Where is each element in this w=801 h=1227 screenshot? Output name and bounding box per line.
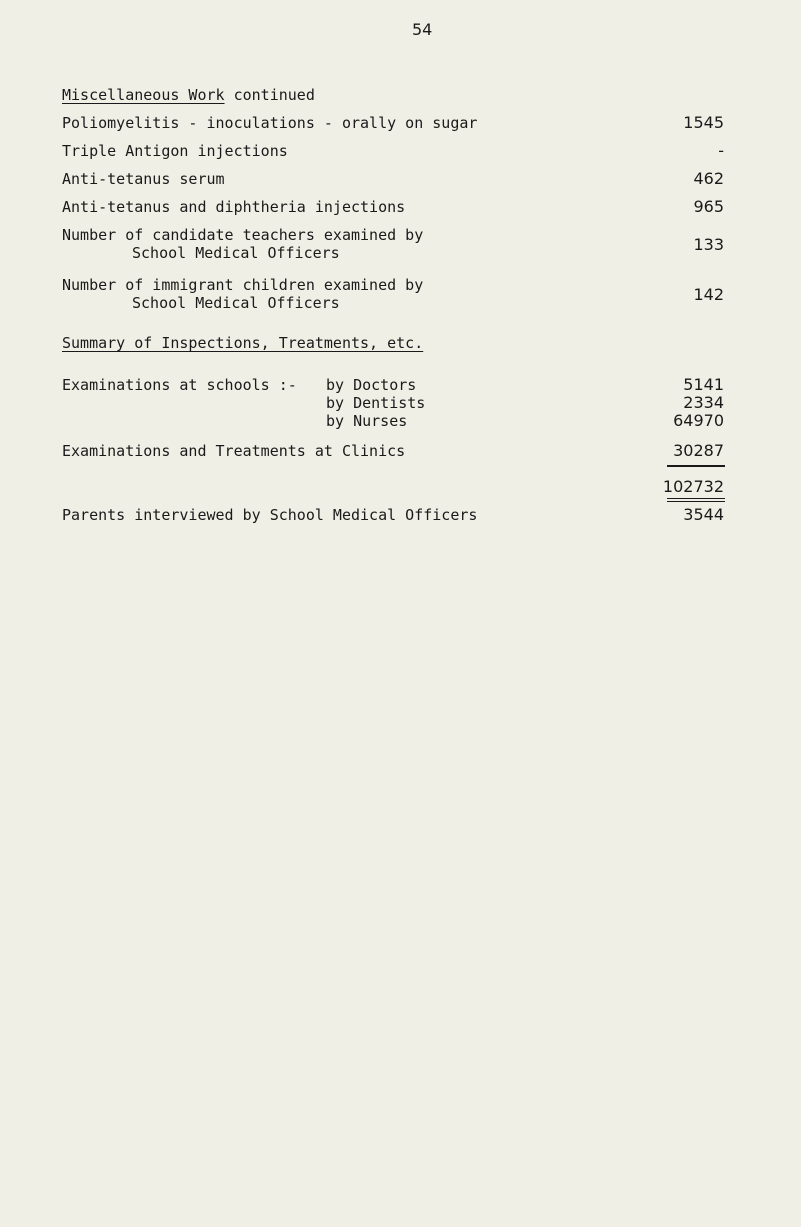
clinics-label: Examinations and Treatments at Clinics xyxy=(62,442,406,460)
row-label-immigrant-children-line2: School Medical Officers xyxy=(132,294,340,312)
summary-heading: Summary of Inspections, Treatments, etc. xyxy=(62,334,424,352)
parents-label: Parents interviewed by School Medical Officers xyxy=(62,506,478,524)
by-nurses-label: by Nurses xyxy=(326,412,408,430)
clinics-value: 30287 xyxy=(673,441,724,460)
row-label-candidate-teachers-line2: School Medical Officers xyxy=(132,244,340,262)
row-label-immigrant-children: Number of immigrant children examined by xyxy=(62,276,424,294)
row-label-tetanus-diphtheria: Anti-tetanus and diphtheria injections xyxy=(62,198,406,216)
by-dentists-label: by Dentists xyxy=(326,394,426,412)
parents-value: 3544 xyxy=(683,505,724,524)
row-value-anti-tetanus-serum: 462 xyxy=(693,169,724,188)
row-value-triple-antigon: - xyxy=(718,141,724,160)
page-number: 54 xyxy=(412,20,433,39)
row-label-anti-tetanus-serum: Anti-tetanus serum xyxy=(62,170,225,188)
row-value-candidate-teachers: 133 xyxy=(693,235,724,254)
section-heading xyxy=(62,86,315,104)
total-rule-bottom-2 xyxy=(667,501,725,502)
by-dentists-value: 2334 xyxy=(683,393,724,412)
row-value-polio: 1545 xyxy=(683,113,724,132)
by-nurses-value: 64970 xyxy=(673,411,724,430)
total-rule-bottom-1 xyxy=(667,498,725,499)
total-value: 102732 xyxy=(662,477,724,496)
exam-schools-label: Examinations at schools :- xyxy=(62,376,297,394)
row-label-candidate-teachers: Number of candidate teachers examined by xyxy=(62,226,424,244)
row-label-triple-antigon: Triple Antigon injections xyxy=(62,142,288,160)
total-rule-top xyxy=(667,465,725,467)
by-doctors-value: 5141 xyxy=(683,375,724,394)
section-heading-underlined: Miscellaneous Work xyxy=(62,86,225,104)
row-value-tetanus-diphtheria: 965 xyxy=(693,197,724,216)
section-heading-rest: continued xyxy=(224,86,315,104)
row-value-immigrant-children: 142 xyxy=(693,285,724,304)
by-doctors-label: by Doctors xyxy=(326,376,417,394)
row-label-polio: Poliomyelitis - inoculations - orally on sugar xyxy=(62,114,478,132)
